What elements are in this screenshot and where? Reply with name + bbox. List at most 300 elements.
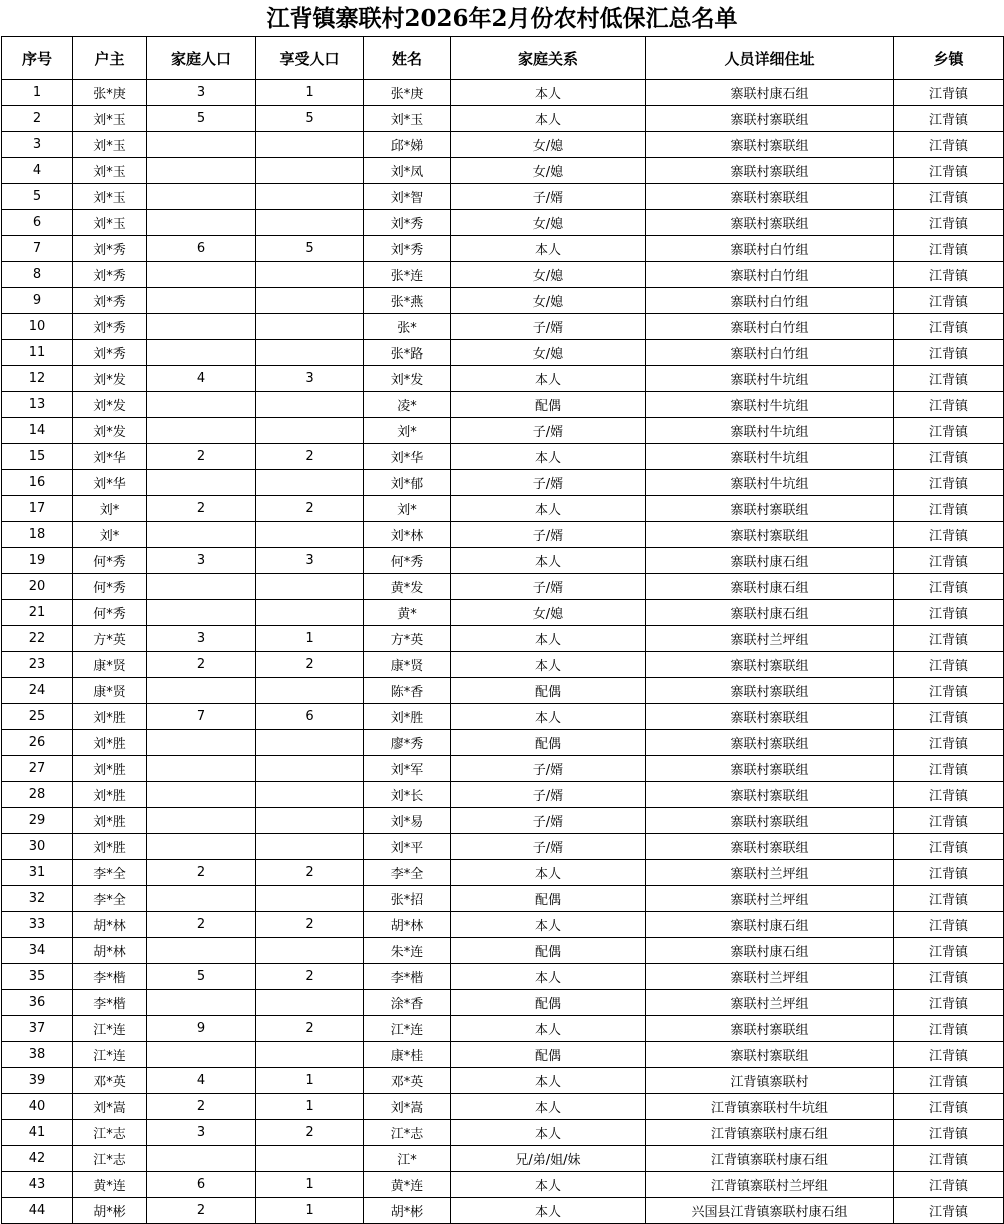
cell-name: 刘*嵩 <box>364 1094 451 1120</box>
cell-beneficiaries <box>256 938 364 964</box>
cell-index: 23 <box>2 652 73 678</box>
cell-family-size <box>147 938 256 964</box>
cell-family-size: 4 <box>147 1068 256 1094</box>
cell-index: 32 <box>2 886 73 912</box>
cell-family-size <box>147 574 256 600</box>
cell-beneficiaries <box>256 1042 364 1068</box>
cell-name: 刘*发 <box>364 366 451 392</box>
cell-name: 邱*娣 <box>364 132 451 158</box>
cell-name: 邓*英 <box>364 1068 451 1094</box>
cell-address: 寨联村兰坪组 <box>646 860 894 886</box>
cell-address: 寨联村寨联组 <box>646 184 894 210</box>
cell-index: 25 <box>2 704 73 730</box>
cell-householder: 刘*嵩 <box>73 1094 147 1120</box>
cell-township: 江背镇 <box>894 496 1004 522</box>
cell-township: 江背镇 <box>894 262 1004 288</box>
cell-householder: 江*志 <box>73 1146 147 1172</box>
cell-family-size <box>147 262 256 288</box>
cell-beneficiaries <box>256 470 364 496</box>
cell-beneficiaries <box>256 730 364 756</box>
cell-index: 30 <box>2 834 73 860</box>
cell-township: 江背镇 <box>894 1120 1004 1146</box>
cell-address: 寨联村白竹组 <box>646 314 894 340</box>
table-row <box>2 1146 1004 1172</box>
cell-householder: 江*连 <box>73 1042 147 1068</box>
cell-address: 寨联村白竹组 <box>646 262 894 288</box>
cell-relation: 配偶 <box>451 990 646 1016</box>
table-row <box>2 1094 1004 1120</box>
cell-index: 31 <box>2 860 73 886</box>
cell-township: 江背镇 <box>894 990 1004 1016</box>
cell-beneficiaries: 1 <box>256 80 364 106</box>
cell-relation: 女/媳 <box>451 600 646 626</box>
cell-township: 江背镇 <box>894 704 1004 730</box>
cell-householder: 刘*胜 <box>73 808 147 834</box>
cell-name: 张*燕 <box>364 288 451 314</box>
cell-township: 江背镇 <box>894 834 1004 860</box>
cell-beneficiaries <box>256 210 364 236</box>
table-row <box>2 340 1004 366</box>
cell-relation: 本人 <box>451 80 646 106</box>
cell-family-size <box>147 600 256 626</box>
cell-index: 39 <box>2 1068 73 1094</box>
cell-address: 寨联村牛坑组 <box>646 392 894 418</box>
col-header-index: 序号 <box>2 37 73 80</box>
cell-relation: 配偶 <box>451 938 646 964</box>
cell-name: 刘*军 <box>364 756 451 782</box>
table-row <box>2 834 1004 860</box>
cell-address: 寨联村寨联组 <box>646 834 894 860</box>
cell-address: 寨联村寨联组 <box>646 782 894 808</box>
table-row <box>2 548 1004 574</box>
cell-family-size <box>147 678 256 704</box>
table-row <box>2 184 1004 210</box>
cell-name: 江*连 <box>364 1016 451 1042</box>
cell-relation: 女/媳 <box>451 210 646 236</box>
cell-township: 江背镇 <box>894 470 1004 496</box>
cell-relation: 本人 <box>451 236 646 262</box>
cell-relation: 本人 <box>451 106 646 132</box>
table-row <box>2 314 1004 340</box>
cell-relation: 本人 <box>451 1198 646 1224</box>
table-row <box>2 626 1004 652</box>
cell-family-size: 3 <box>147 1120 256 1146</box>
cell-relation: 本人 <box>451 366 646 392</box>
cell-householder: 刘*玉 <box>73 132 147 158</box>
table-row <box>2 1198 1004 1224</box>
cell-householder: 刘*玉 <box>73 210 147 236</box>
cell-name: 胡*林 <box>364 912 451 938</box>
cell-index: 7 <box>2 236 73 262</box>
cell-family-size <box>147 730 256 756</box>
roster-table <box>1 36 1004 1224</box>
cell-address: 寨联村寨联组 <box>646 106 894 132</box>
cell-index: 5 <box>2 184 73 210</box>
cell-beneficiaries: 2 <box>256 1016 364 1042</box>
cell-beneficiaries <box>256 158 364 184</box>
cell-relation: 配偶 <box>451 886 646 912</box>
cell-family-size <box>147 132 256 158</box>
cell-name: 刘*华 <box>364 444 451 470</box>
cell-township: 江背镇 <box>894 860 1004 886</box>
cell-index: 41 <box>2 1120 73 1146</box>
cell-family-size <box>147 1042 256 1068</box>
cell-beneficiaries <box>256 756 364 782</box>
cell-index: 29 <box>2 808 73 834</box>
cell-householder: 胡*林 <box>73 912 147 938</box>
cell-address: 寨联村兰坪组 <box>646 990 894 1016</box>
cell-relation: 子/婿 <box>451 808 646 834</box>
col-header-relation: 家庭关系 <box>451 37 646 80</box>
cell-index: 44 <box>2 1198 73 1224</box>
cell-address: 寨联村寨联组 <box>646 496 894 522</box>
cell-township: 江背镇 <box>894 652 1004 678</box>
cell-address: 寨联村寨联组 <box>646 678 894 704</box>
cell-relation: 子/婿 <box>451 418 646 444</box>
table-row <box>2 522 1004 548</box>
table-row <box>2 418 1004 444</box>
cell-township: 江背镇 <box>894 288 1004 314</box>
cell-address: 寨联村白竹组 <box>646 340 894 366</box>
cell-index: 38 <box>2 1042 73 1068</box>
table-row <box>2 496 1004 522</box>
cell-relation: 女/媳 <box>451 262 646 288</box>
cell-relation: 配偶 <box>451 392 646 418</box>
cell-householder: 邓*英 <box>73 1068 147 1094</box>
cell-name: 张*路 <box>364 340 451 366</box>
cell-family-size: 2 <box>147 1198 256 1224</box>
table-row <box>2 262 1004 288</box>
cell-address: 江背镇寨联村康石组 <box>646 1146 894 1172</box>
cell-township: 江背镇 <box>894 782 1004 808</box>
cell-index: 2 <box>2 106 73 132</box>
cell-relation: 本人 <box>451 704 646 730</box>
cell-address: 寨联村寨联组 <box>646 652 894 678</box>
cell-family-size: 2 <box>147 912 256 938</box>
table-row <box>2 366 1004 392</box>
cell-relation: 子/婿 <box>451 470 646 496</box>
col-header-name: 姓名 <box>364 37 451 80</box>
table-row <box>2 756 1004 782</box>
cell-beneficiaries <box>256 340 364 366</box>
header-row <box>2 37 1004 80</box>
cell-family-size <box>147 834 256 860</box>
cell-householder: 刘*发 <box>73 366 147 392</box>
cell-beneficiaries <box>256 418 364 444</box>
cell-township: 江背镇 <box>894 418 1004 444</box>
cell-relation: 本人 <box>451 626 646 652</box>
cell-householder: 何*秀 <box>73 574 147 600</box>
cell-householder: 康*贤 <box>73 678 147 704</box>
cell-relation: 女/媳 <box>451 340 646 366</box>
cell-name: 康*贤 <box>364 652 451 678</box>
cell-beneficiaries: 2 <box>256 652 364 678</box>
cell-family-size: 2 <box>147 652 256 678</box>
cell-township: 江背镇 <box>894 80 1004 106</box>
cell-householder: 刘* <box>73 522 147 548</box>
table-row <box>2 392 1004 418</box>
cell-township: 江背镇 <box>894 132 1004 158</box>
cell-householder: 刘*秀 <box>73 236 147 262</box>
cell-address: 寨联村寨联组 <box>646 210 894 236</box>
cell-township: 江背镇 <box>894 964 1004 990</box>
cell-beneficiaries: 3 <box>256 366 364 392</box>
cell-beneficiaries <box>256 886 364 912</box>
cell-relation: 本人 <box>451 652 646 678</box>
cell-family-size: 2 <box>147 444 256 470</box>
cell-index: 11 <box>2 340 73 366</box>
cell-relation: 本人 <box>451 1172 646 1198</box>
table-row <box>2 730 1004 756</box>
cell-family-size <box>147 340 256 366</box>
table-row <box>2 886 1004 912</box>
cell-relation: 配偶 <box>451 678 646 704</box>
table-row <box>2 964 1004 990</box>
cell-township: 江背镇 <box>894 1068 1004 1094</box>
cell-family-size: 3 <box>147 80 256 106</box>
cell-householder: 刘*胜 <box>73 730 147 756</box>
cell-township: 江背镇 <box>894 548 1004 574</box>
cell-family-size: 3 <box>147 548 256 574</box>
cell-index: 26 <box>2 730 73 756</box>
cell-relation: 子/婿 <box>451 756 646 782</box>
cell-index: 19 <box>2 548 73 574</box>
cell-name: 刘* <box>364 496 451 522</box>
cell-householder: 刘* <box>73 496 147 522</box>
cell-householder: 刘*玉 <box>73 106 147 132</box>
cell-family-size <box>147 184 256 210</box>
cell-beneficiaries: 2 <box>256 860 364 886</box>
cell-relation: 子/婿 <box>451 574 646 600</box>
cell-name: 黄* <box>364 600 451 626</box>
col-header-beneficiaries: 享受人口 <box>256 37 364 80</box>
cell-relation: 子/婿 <box>451 184 646 210</box>
cell-name: 胡*彬 <box>364 1198 451 1224</box>
cell-name: 刘*郁 <box>364 470 451 496</box>
cell-family-size <box>147 158 256 184</box>
cell-address: 江背镇寨联村牛坑组 <box>646 1094 894 1120</box>
cell-relation: 本人 <box>451 1068 646 1094</box>
cell-relation: 女/媳 <box>451 288 646 314</box>
cell-relation: 本人 <box>451 860 646 886</box>
cell-name: 张*连 <box>364 262 451 288</box>
cell-index: 17 <box>2 496 73 522</box>
table-row <box>2 990 1004 1016</box>
cell-name: 康*桂 <box>364 1042 451 1068</box>
cell-address: 寨联村兰坪组 <box>646 886 894 912</box>
cell-beneficiaries: 1 <box>256 1068 364 1094</box>
cell-address: 寨联村牛坑组 <box>646 444 894 470</box>
cell-address: 寨联村牛坑组 <box>646 366 894 392</box>
cell-address: 江背镇寨联村康石组 <box>646 1120 894 1146</box>
table-row <box>2 704 1004 730</box>
cell-index: 10 <box>2 314 73 340</box>
cell-township: 江背镇 <box>894 1198 1004 1224</box>
cell-family-size: 6 <box>147 236 256 262</box>
cell-township: 江背镇 <box>894 340 1004 366</box>
cell-relation: 子/婿 <box>451 834 646 860</box>
cell-township: 江背镇 <box>894 912 1004 938</box>
cell-family-size <box>147 782 256 808</box>
cell-family-size <box>147 522 256 548</box>
cell-family-size: 5 <box>147 964 256 990</box>
cell-address: 寨联村康石组 <box>646 574 894 600</box>
cell-householder: 刘*胜 <box>73 704 147 730</box>
cell-beneficiaries: 1 <box>256 626 364 652</box>
cell-family-size: 2 <box>147 860 256 886</box>
cell-township: 江背镇 <box>894 210 1004 236</box>
cell-index: 21 <box>2 600 73 626</box>
table-row <box>2 782 1004 808</box>
page-title: 江背镇寨联村2026年2月份农村低保汇总名单 <box>266 5 738 32</box>
table-row <box>2 132 1004 158</box>
cell-relation: 本人 <box>451 496 646 522</box>
cell-beneficiaries <box>256 834 364 860</box>
cell-householder: 何*秀 <box>73 548 147 574</box>
cell-beneficiaries <box>256 1146 364 1172</box>
cell-beneficiaries: 3 <box>256 548 364 574</box>
cell-index: 43 <box>2 1172 73 1198</box>
cell-address: 寨联村寨联组 <box>646 808 894 834</box>
cell-address: 寨联村寨联组 <box>646 756 894 782</box>
cell-address: 寨联村寨联组 <box>646 1042 894 1068</box>
cell-index: 34 <box>2 938 73 964</box>
cell-householder: 康*贤 <box>73 652 147 678</box>
cell-beneficiaries <box>256 392 364 418</box>
cell-name: 凌* <box>364 392 451 418</box>
cell-township: 江背镇 <box>894 106 1004 132</box>
cell-index: 8 <box>2 262 73 288</box>
cell-township: 江背镇 <box>894 730 1004 756</box>
cell-address: 寨联村牛坑组 <box>646 418 894 444</box>
cell-name: 陈*香 <box>364 678 451 704</box>
cell-name: 何*秀 <box>364 548 451 574</box>
table-row <box>2 678 1004 704</box>
cell-name: 刘*玉 <box>364 106 451 132</box>
cell-township: 江背镇 <box>894 756 1004 782</box>
table-row <box>2 1120 1004 1146</box>
cell-address: 寨联村康石组 <box>646 600 894 626</box>
cell-index: 6 <box>2 210 73 236</box>
cell-township: 江背镇 <box>894 158 1004 184</box>
cell-township: 江背镇 <box>894 886 1004 912</box>
cell-township: 江背镇 <box>894 808 1004 834</box>
table-row <box>2 860 1004 886</box>
table-row <box>2 808 1004 834</box>
col-header-address: 人员详细住址 <box>646 37 894 80</box>
cell-householder: 张*庚 <box>73 80 147 106</box>
cell-relation: 子/婿 <box>451 314 646 340</box>
cell-index: 35 <box>2 964 73 990</box>
cell-beneficiaries <box>256 288 364 314</box>
table-row <box>2 470 1004 496</box>
cell-township: 江背镇 <box>894 236 1004 262</box>
cell-name: 刘*平 <box>364 834 451 860</box>
cell-relation: 本人 <box>451 964 646 990</box>
table-row <box>2 912 1004 938</box>
cell-address: 寨联村白竹组 <box>646 236 894 262</box>
cell-township: 江背镇 <box>894 1016 1004 1042</box>
cell-township: 江背镇 <box>894 1172 1004 1198</box>
cell-family-size: 4 <box>147 366 256 392</box>
cell-relation: 本人 <box>451 1016 646 1042</box>
cell-index: 4 <box>2 158 73 184</box>
cell-householder: 刘*胜 <box>73 756 147 782</box>
cell-address: 寨联村兰坪组 <box>646 626 894 652</box>
cell-relation: 配偶 <box>451 1042 646 1068</box>
cell-family-size: 6 <box>147 1172 256 1198</box>
cell-township: 江背镇 <box>894 522 1004 548</box>
cell-address: 寨联村康石组 <box>646 938 894 964</box>
cell-name: 黄*发 <box>364 574 451 600</box>
cell-beneficiaries: 2 <box>256 496 364 522</box>
cell-family-size <box>147 1146 256 1172</box>
cell-family-size <box>147 288 256 314</box>
cell-name: 张* <box>364 314 451 340</box>
table-row <box>2 106 1004 132</box>
cell-name: 刘*易 <box>364 808 451 834</box>
col-header-township: 乡镇 <box>894 37 1004 80</box>
cell-beneficiaries <box>256 574 364 600</box>
cell-family-size: 2 <box>147 1094 256 1120</box>
cell-family-size: 3 <box>147 626 256 652</box>
cell-family-size: 2 <box>147 496 256 522</box>
cell-beneficiaries: 1 <box>256 1094 364 1120</box>
cell-index: 13 <box>2 392 73 418</box>
cell-name: 黄*连 <box>364 1172 451 1198</box>
cell-householder: 刘*秀 <box>73 288 147 314</box>
cell-beneficiaries: 5 <box>256 236 364 262</box>
cell-name: 张*招 <box>364 886 451 912</box>
cell-beneficiaries: 6 <box>256 704 364 730</box>
cell-address: 兴国县江背镇寨联村康石组 <box>646 1198 894 1224</box>
cell-name: 刘*秀 <box>364 236 451 262</box>
cell-relation: 女/媳 <box>451 132 646 158</box>
cell-township: 江背镇 <box>894 392 1004 418</box>
cell-householder: 胡*林 <box>73 938 147 964</box>
cell-relation: 本人 <box>451 912 646 938</box>
cell-name: 刘*长 <box>364 782 451 808</box>
cell-index: 33 <box>2 912 73 938</box>
cell-address: 寨联村康石组 <box>646 548 894 574</box>
cell-name: 刘*凤 <box>364 158 451 184</box>
cell-householder: 胡*彬 <box>73 1198 147 1224</box>
table-body <box>2 80 1004 1224</box>
cell-address: 寨联村寨联组 <box>646 730 894 756</box>
cell-index: 9 <box>2 288 73 314</box>
cell-beneficiaries <box>256 782 364 808</box>
cell-householder: 李*全 <box>73 860 147 886</box>
cell-address: 寨联村康石组 <box>646 80 894 106</box>
cell-beneficiaries: 5 <box>256 106 364 132</box>
cell-beneficiaries: 2 <box>256 912 364 938</box>
cell-family-size <box>147 470 256 496</box>
cell-householder: 何*秀 <box>73 600 147 626</box>
cell-relation: 本人 <box>451 1120 646 1146</box>
cell-name: 李*楷 <box>364 964 451 990</box>
col-header-family-size: 家庭人口 <box>147 37 256 80</box>
cell-family-size <box>147 756 256 782</box>
table-row <box>2 1172 1004 1198</box>
cell-index: 20 <box>2 574 73 600</box>
cell-family-size <box>147 886 256 912</box>
cell-householder: 江*志 <box>73 1120 147 1146</box>
cell-address: 寨联村寨联组 <box>646 1016 894 1042</box>
cell-name: 张*庚 <box>364 80 451 106</box>
cell-householder: 刘*玉 <box>73 158 147 184</box>
cell-index: 40 <box>2 1094 73 1120</box>
cell-relation: 子/婿 <box>451 782 646 808</box>
